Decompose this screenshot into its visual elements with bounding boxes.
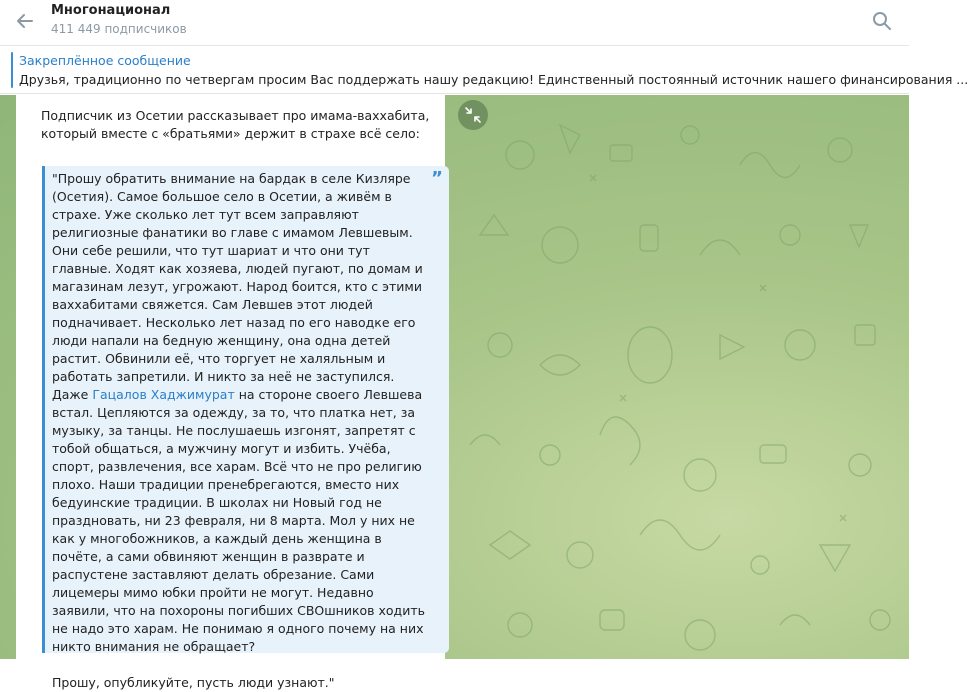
quote-accent-bar — [42, 166, 45, 653]
message-intro — [41, 107, 436, 143]
pinned-message-bar[interactable] — [0, 47, 968, 94]
chat-header — [0, 0, 909, 46]
pinned-text: Друзья, традиционно по четвергам просим Вас поддержать нашу редакцию! Единственный постоянный источник нашего финансирования ... — [19, 72, 968, 87]
quote-closing: Прошу, опубликуйте, пусть люди узнают." — [52, 675, 335, 690]
quote-text-part: на стороне своего Левшева встал. Цепляются за одежду, за то, что платка нет, за музыку, за танцы. Не послушаешь изгонят, запретят с тобой общаться, а мужчину могут и избить. Учёба, спорт, развлечения, все харам. Всё что не про религию плохо. Наши традиции пренебрегаются, вместо них бедуинские традиции. В школах ни Новый год не праздновать, ни 23 февраля, ни 8 марта. Мол у них не как у многобожников, а каждый день женщина в почёте, а сами обвиняют женщин в разврате и распустене заставляют делать обрезание. Сами лицемеры мимо юбки пройти не могут. Недавно заявили, что на похороны погибших СВОшников ходить не надо это харам. Не понимаю я одного почему на них никто внимания не обращает? — [52, 387, 425, 654]
collapse-arrows-icon — [465, 107, 481, 123]
intro-line: который вместе с «братьями» держит в страхе всё село: — [41, 126, 420, 141]
arrow-left-icon — [15, 11, 35, 31]
pinned-accent-line — [11, 52, 13, 88]
search-icon — [872, 11, 892, 31]
quote-paragraph — [52, 170, 427, 656]
subscriber-count: 411 449 подписчиков — [51, 22, 187, 36]
quote-icon: ” — [431, 168, 443, 189]
quote-text-part: "Прошу обратить внимание на бардак в селе Кизляре (Осетия). Самое большое село в Осетии, а живём в страхе. Уже сколько лет тут всем заправляют религиозные фанатики во главе с имамом Левшевым. Они себе решили, что тут шариат и что они тут главные. Ходят как хозяева, людей пугают, по домам и магазинам лезут, угрожают. Народ боится, кто с этими ваххабитами свяжется. Сам Левшев этот людей подначивает. Несколько лет назад по его наводке его люди напали на бедную женщину, она одна детей растит. Обвинили её, что торгует не халяльным и работать запретили. И никто за неё не заступился. Даже — [52, 171, 423, 402]
intro-line: Подписчик из Осетии рассказывает про имама-ваххабита, — [41, 108, 430, 123]
collapse-button[interactable] — [458, 100, 488, 130]
message-quote — [42, 166, 449, 690]
mention-link[interactable]: Гацалов Хаджимурат — [92, 387, 235, 402]
channel-title[interactable]: Многонационал — [51, 3, 171, 18]
message-bubble — [16, 95, 445, 690]
back-button[interactable] — [11, 7, 39, 35]
pinned-title: Закреплённое сообщение — [19, 53, 191, 68]
quote-text — [52, 170, 427, 692]
search-button[interactable] — [868, 7, 896, 35]
